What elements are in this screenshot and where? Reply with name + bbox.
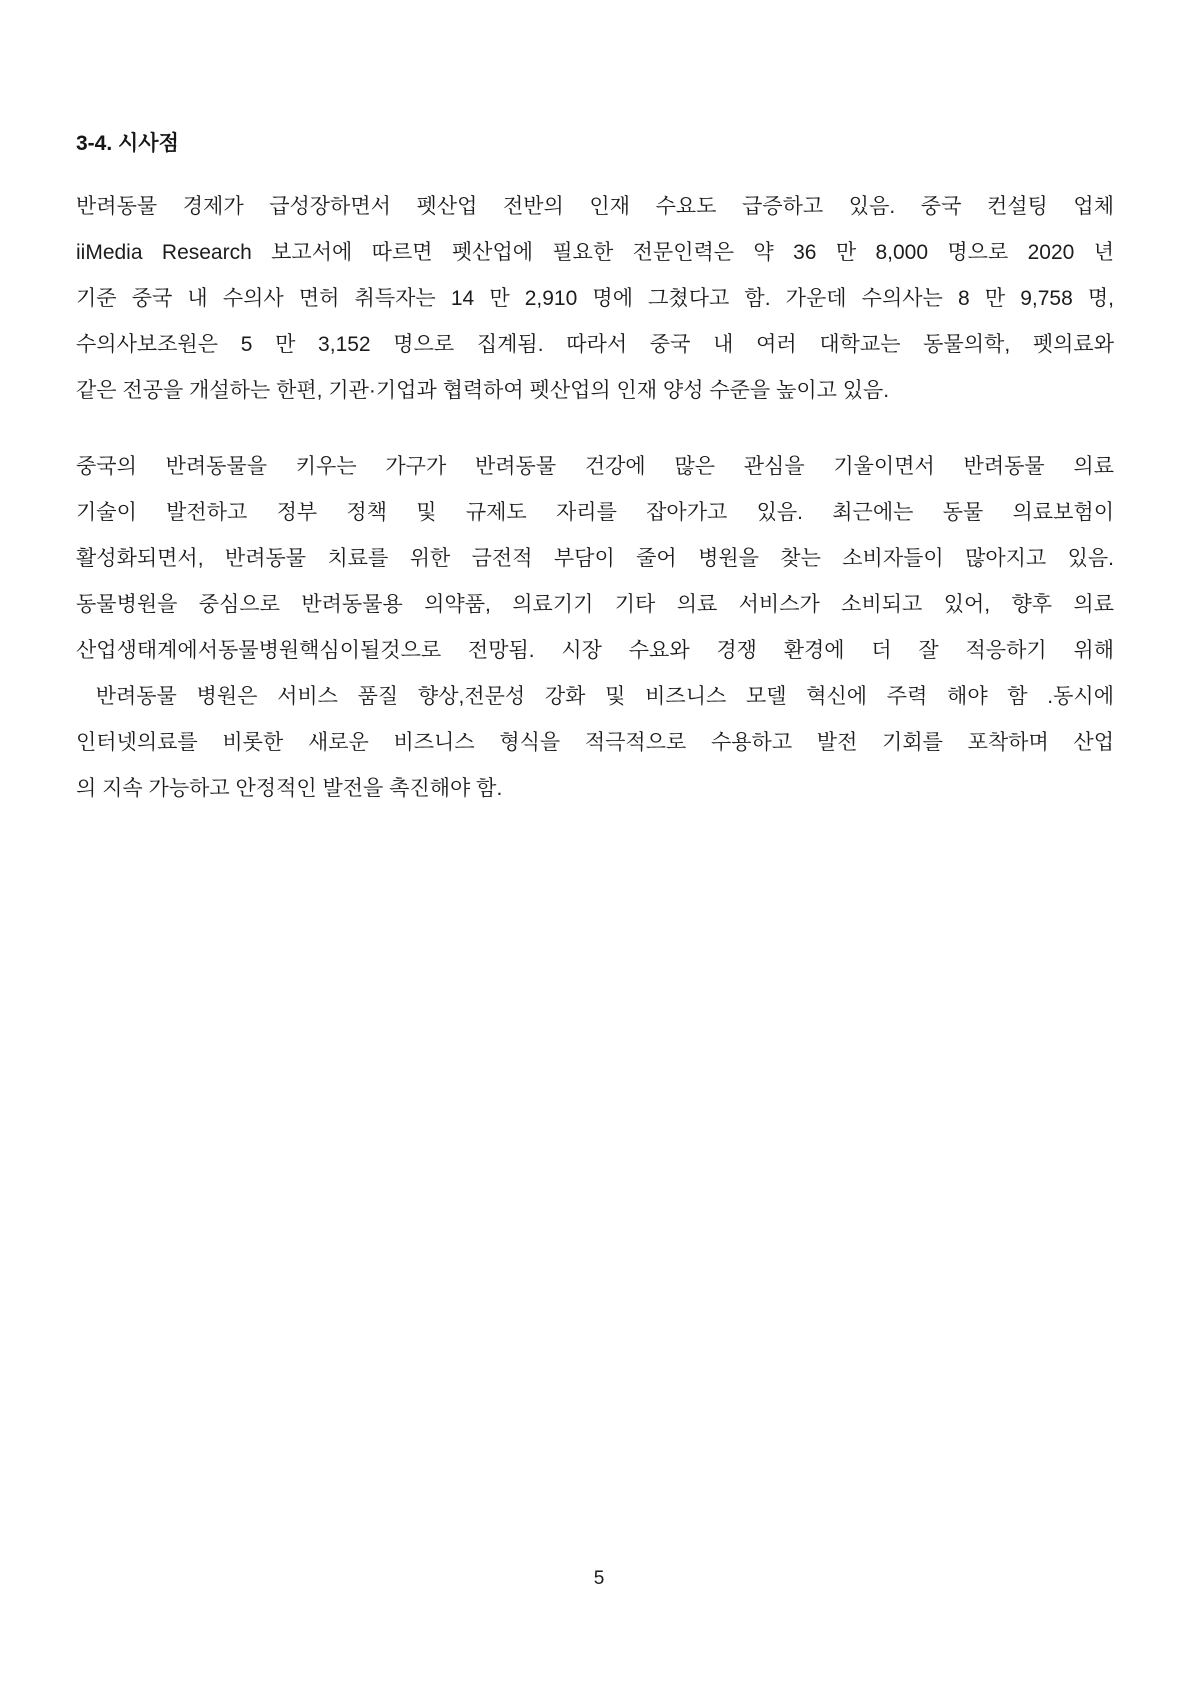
- section-heading: 3-4. 시사점: [76, 132, 179, 155]
- text-line: 수의사보조원은 5 만 3,152 명으로 집계됨. 따라서 중국 내 여러 대학교는 동물의학, 펫의료와: [76, 333, 1114, 356]
- text-line: iiMedia Research 보고서에 따르면 펫산업에 필요한 전문인력은 약 36 만 8,000 명으로 2020 년: [76, 241, 1114, 264]
- text-line: 인터넷의료를 비롯한 새로운 비즈니스 형식을 적극적으로 수용하고 발전 기회를 포착하며 산업: [76, 731, 1114, 754]
- text-line: 의 지속 가능하고 안정적인 발전을 촉진해야 함.: [76, 777, 503, 800]
- text-line: 동물병원을 중심으로 반려동물용 의약품, 의료기기 기타 의료 서비스가 소비되고 있어, 향후 의료: [76, 593, 1114, 616]
- text-line: 중국의 반려동물을 키우는 가구가 반려동물 건강에 많은 관심을 기울이면서 반려동물 의료: [76, 455, 1114, 478]
- text-line: 기준 중국 내 수의사 면허 취득자는 14 만 2,910 명에 그쳤다고 함. 가운데 수의사는 8 만 9,758 명,: [76, 287, 1114, 310]
- text-line: 반려동물 병원은 서비스 품질 향상,전문성 강화 및 비즈니스 모델 혁신에 주력 해야 함 .동시에: [76, 685, 1114, 708]
- text-line: 반려동물 경제가 급성장하면서 펫산업 전반의 인재 수요도 급증하고 있음. 중국 컨설팅 업체: [76, 195, 1114, 218]
- text-line: 기술이 발전하고 정부 정책 및 규제도 자리를 잡아가고 있음. 최근에는 동물 의료보험이: [76, 501, 1114, 524]
- paragraph: [76, 184, 1114, 414]
- text-line: 같은 전공을 개설하는 한편, 기관·기업과 협력하여 펫산업의 인재 양성 수준을 높이고 있음.: [76, 379, 890, 402]
- text-line: 산업생태계에서동물병원핵심이될것으로 전망됨. 시장 수요와 경쟁 환경에 더 잘 적응하기 위해: [76, 639, 1114, 662]
- page-number: 5: [593, 1568, 605, 1589]
- paragraph: [76, 444, 1114, 812]
- document-body: [76, 130, 1114, 842]
- text-line: 활성화되면서, 반려동물 치료를 위한 금전적 부담이 줄어 병원을 찾는 소비자들이 많아지고 있음.: [76, 547, 1114, 570]
